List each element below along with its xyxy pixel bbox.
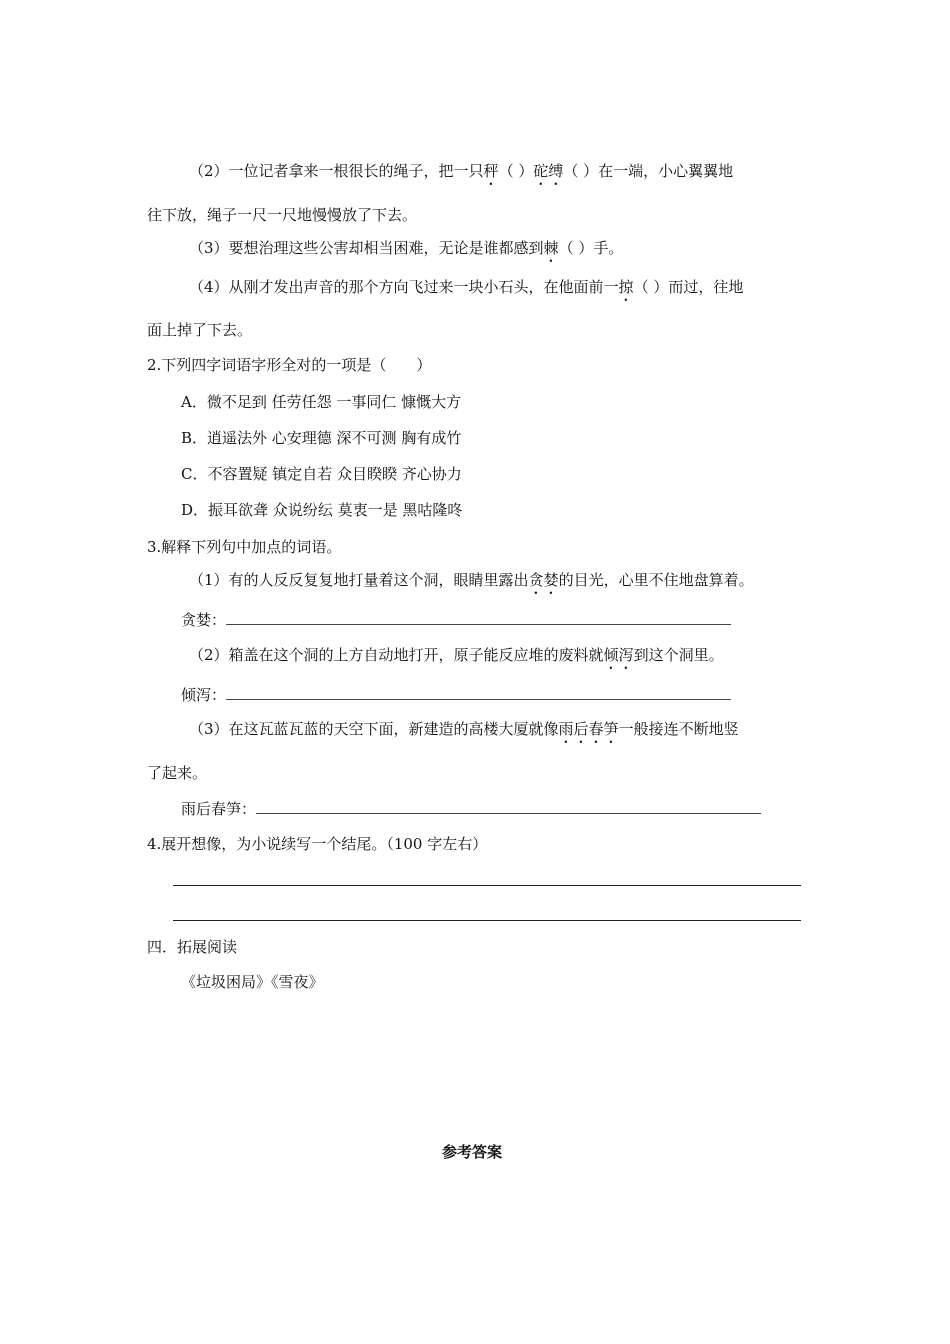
q1-item3-text: 手。 — [593, 239, 624, 257]
q3-s1-text: （1）有的人反反复复地打量着这个洞，眼睛里露出 — [189, 571, 529, 589]
dotted-word: 棘 — [543, 239, 559, 257]
q3-answer3-label: 雨后春笋： — [181, 800, 257, 818]
answers-title: 参考答案 — [442, 1143, 503, 1161]
q3-sentence3 — [189, 719, 739, 747]
q3-answer1-label: 贪婪： — [181, 611, 227, 629]
answer-line[interactable] — [256, 799, 761, 814]
q3-answer1-row — [181, 610, 731, 630]
q3-s2-text: （2）箱盖在这个洞的上方自动地打开，原子能反应堆的废料就 — [189, 646, 604, 664]
q1-item4-text: 而过，往地 — [668, 278, 744, 296]
q3-s3-text: 一般接连不断地竖 — [618, 720, 739, 738]
q2-option-a: A．微不足到 任劳任怨 一事同仁 慷慨大方 — [181, 393, 462, 411]
q1-item3-line — [189, 238, 623, 266]
writing-line[interactable] — [173, 885, 801, 886]
q1-item2-text: 在一端，小心翼翼地 — [598, 162, 734, 180]
q3-answer2-row — [181, 685, 731, 705]
q2-stem: 2.下列四字词语字形全对的一项是（ ） — [147, 356, 432, 374]
q2-option-c: C．不容置疑 镇定自若 众目睽睽 齐心协力 — [181, 465, 462, 483]
q3-s1-text: 的目光，心里不住地盘算着。 — [558, 571, 754, 589]
dotted-word: 掠 — [618, 278, 634, 296]
q3-sentence1 — [189, 570, 754, 598]
answer-blank: （ ） — [563, 162, 599, 180]
answer-blank: （ ） — [558, 239, 594, 257]
q1-item4-line1 — [189, 277, 743, 305]
dotted-word: 贪婪 — [528, 571, 559, 589]
writing-line[interactable] — [173, 920, 801, 921]
q4-stem: 4.展开想像，为小说续写一个结尾。（100 字左右） — [147, 835, 488, 853]
dotted-word: 雨后春笋 — [558, 720, 619, 738]
q3-sentence3-cont: 了起来。 — [147, 764, 208, 782]
answer-blank: （ ） — [498, 162, 534, 180]
dotted-word: 倾泻 — [603, 646, 634, 664]
answer-blank: （ ） — [633, 278, 669, 296]
section4-heading: 四．拓展阅读 — [147, 938, 238, 956]
q3-s3-text: （3）在这瓦蓝瓦蓝的天空下面，新建造的高楼大厦就像 — [189, 720, 559, 738]
q1-item4-text: （4）从刚才发出声音的那个方向飞过来一块小石头，在他面前一 — [189, 278, 619, 296]
q3-stem: 3.解释下列句中加点的词语。 — [147, 538, 342, 556]
q1-item2-text: （2）一位记者拿来一根很长的绳子，把一只 — [189, 162, 484, 180]
q3-s2-text: 到这个洞里。 — [633, 646, 724, 664]
answer-line[interactable] — [226, 685, 731, 700]
q1-item2-line2: 往下放，绳子一尺一尺地慢慢放了下去。 — [147, 206, 418, 224]
q2-option-b: B．逍遥法外 心安理德 深不可测 胸有成竹 — [181, 429, 462, 447]
dotted-word: 砣缚 — [533, 162, 564, 180]
q1-item3-text: （3）要想治理这些公害却相当困难，无论是谁都感到 — [189, 239, 544, 257]
q1-item4-line2: 面上掉了下去。 — [147, 321, 253, 339]
q1-item2-line1 — [189, 161, 733, 189]
answer-line[interactable] — [226, 610, 731, 625]
q3-sentence2 — [189, 645, 724, 673]
q3-answer2-label: 倾泻： — [181, 686, 227, 704]
section4-books: 《垃圾困局》《雪夜》 — [181, 973, 324, 991]
q2-option-d: D．振耳欲聋 众说纷纭 莫衷一是 黑咕隆咚 — [181, 501, 463, 519]
dotted-word: 秤 — [483, 162, 499, 180]
q3-answer3-row — [181, 799, 761, 819]
